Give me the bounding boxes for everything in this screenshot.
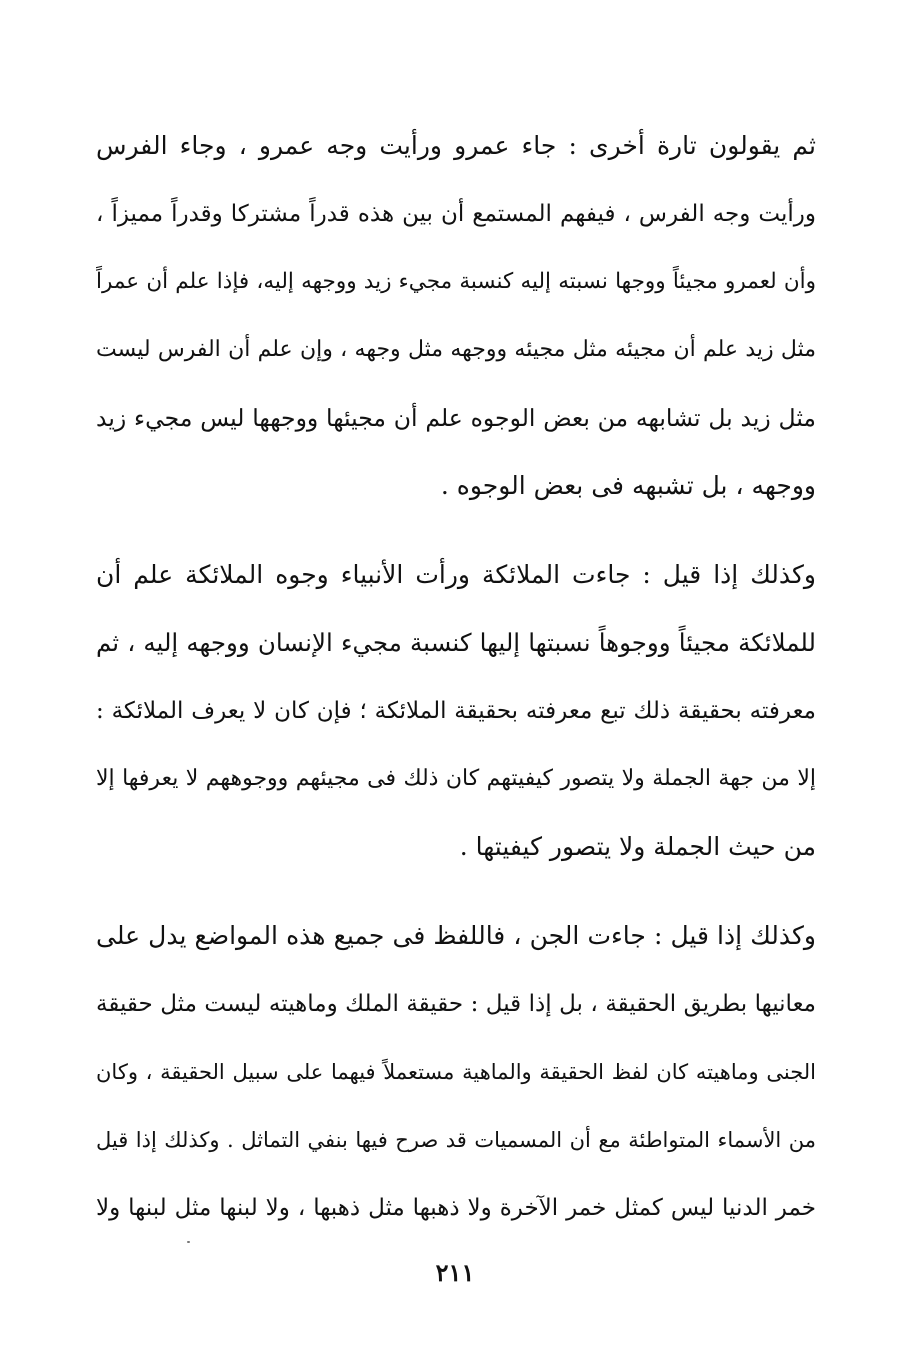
text-line: من الأسماء المتواطئة مع أن المسميات قد صرح فيها بنفي التماثل . وكذلك إذا قيل (96, 1128, 816, 1152)
paragraph (96, 541, 816, 881)
text-line: مثل زيد بل تشابهه من بعض الوجوه علم أن مجيئها ووجهها ليس مجيء زيد (96, 404, 816, 432)
paragraph (96, 902, 816, 1242)
text-line: إلا من جهة الجملة ولا يتصور كيفيتهم كان ذلك فى مجيئهم ووجوههم لا يعرفها إلا (96, 766, 816, 791)
text-line: وكذلك إذا قيل : جاءت الجن ، فاللفظ فى جميع هذه المواضع يدل على (96, 921, 816, 950)
text-line: معانيها بطريق الحقيقة ، بل إذا قيل : حقيقة الملك وماهيته ليست مثل حقيقة (96, 991, 816, 1017)
text-line: ثم يقولون تارة أخرى : جاء عمرو ورأيت وجه عمرو ، وجاء الفرس (96, 131, 816, 160)
text-line: ووجهه ، بل تشبهه فى بعض الوجوه . (440, 471, 816, 500)
scan-speck (187, 1241, 190, 1243)
text-line: وأن لعمرو مجيئاً ووجها نسبته إليه كنسبة مجيء زيد ووجهه إليه، فإذا علم أن عمراً (96, 269, 816, 294)
text-line: خمر الدنيا ليس كمثل خمر الآخرة ولا ذهبها مثل ذهبها ، ولا لبنها مثل لبنها ولا (96, 1195, 816, 1221)
text-line: وكذلك إذا قيل : جاءت الملائكة ورأت الأنبياء وجوه الملائكة علم أن (96, 560, 816, 589)
paragraph (96, 112, 816, 520)
text-line: ورأيت وجه الفرس ، فيفهم المستمع أن بين هذه قدراً مشتركا وقدراً مميزاً ، (96, 201, 816, 227)
text-line: مثل زيد علم أن مجيئه مثل مجيئه ووجهه مثل وجهه ، وإن علم أن الفرس ليست (96, 337, 816, 362)
text-line: من حيث الجملة ولا يتصور كيفيتها . (459, 832, 816, 861)
page-number: ٢١١ (435, 1258, 475, 1287)
text-line: للملائكة مجيئاً ووجوهاً نسبتها إليها كنسبة مجيء الإنسان ووجهه إليه ، ثم (96, 628, 816, 657)
text-line: الجنى وماهيته كان لفظ الحقيقة والماهية مستعملاً فيهما على سبيل الحقيقة ، وكان (96, 1060, 816, 1084)
text-line: معرفته بحقيقة ذلك تبع معرفته بحقيقة الملائكة ؛ فإن كان لا يعرف الملائكة : (96, 698, 816, 724)
